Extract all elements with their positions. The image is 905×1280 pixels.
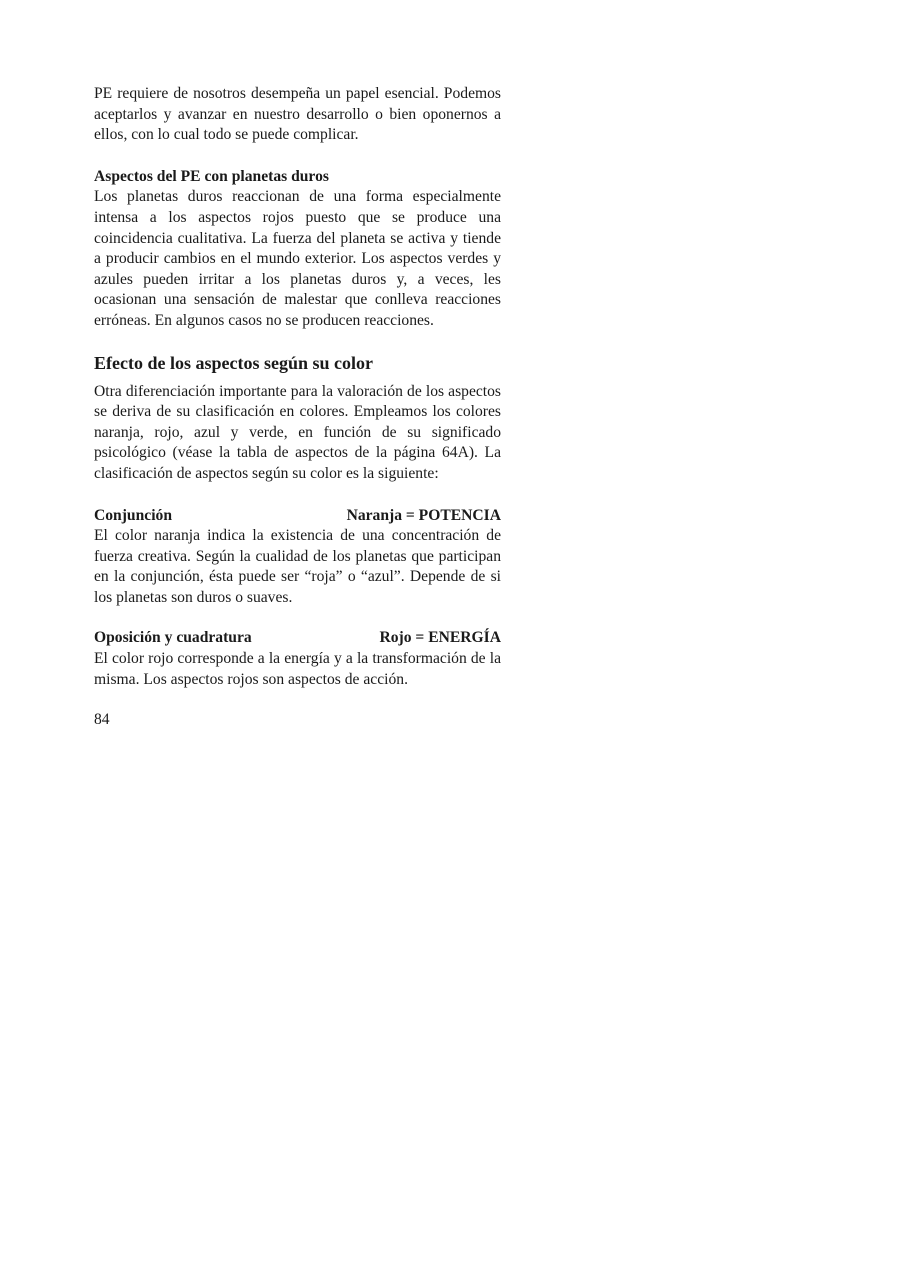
opposition-square-heading xyxy=(94,628,501,649)
color-section-paragraph: Otra diferenciación importante para la valoración de los aspectos se deriva de su clasificación en colores. Empleamos los colores naranja, rojo, azul y verde, en función de su significado psicológico (véase la tabla de aspectos de la página 64A). La clasificación de aspectos según su color es la siguiente: xyxy=(94,382,501,482)
conjunction-paragraph: El color naranja indica la existencia de una concentración de fuerza creativa. Según la cualidad de los planetas que participan en la conjunción, ésta puede ser “roja” o “azul”. Depende de si los planetas son duros o suaves. xyxy=(94,527,501,606)
opposition-square-name: Oposición y cuadratura xyxy=(94,629,252,647)
hard-planets-heading: Aspectos del PE con planetas duros xyxy=(94,167,329,185)
page-number: 84 xyxy=(94,711,110,729)
opposition-square-color-label: Rojo = ENERGÍA xyxy=(379,629,501,647)
conjunction-heading xyxy=(94,506,501,527)
page-content xyxy=(94,84,501,731)
conjunction-name: Conjunción xyxy=(94,506,172,524)
conjunction-color-label: Naranja = POTENCIA xyxy=(346,506,501,524)
color-section-title: Efecto de los aspectos según su color xyxy=(94,352,373,373)
intro-paragraph: PE requiere de nosotros desempeña un papel esencial. Podemos aceptarlos y avanzar en nuestro desarrollo o bien oponernos a ellos, con lo cual todo se puede complicar. xyxy=(94,85,501,144)
hard-planets-paragraph: Los planetas duros reaccionan de una forma especialmente intensa a los aspectos rojos puesto que se produce una coincidencia cualitativa. La fuerza del planeta se activa y tiende a producir cambios en el mundo exterior. Los aspectos verdes y azules pueden irritar a los planetas duros y, a veces, les ocasionan una sensación de malestar que conlleva reacciones erróneas. En algunos casos no se producen reacciones. xyxy=(94,188,501,329)
opposition-square-paragraph: El color rojo corresponde a la energía y a la transformación de la misma. Los aspectos rojos son aspectos de acción. xyxy=(94,650,501,688)
